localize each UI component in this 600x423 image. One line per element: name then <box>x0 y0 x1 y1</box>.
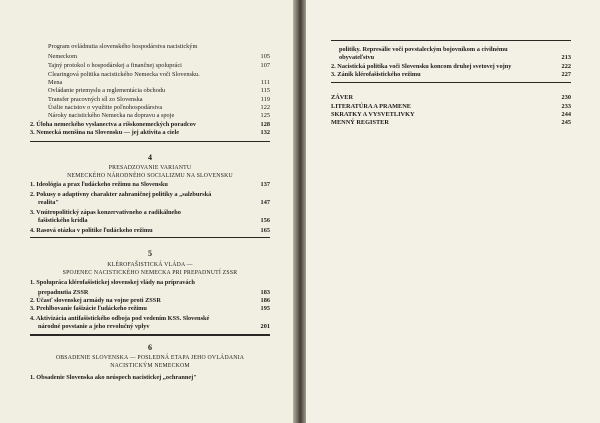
toc-entry-title: 3. Prehlbovanie fašizácie ľudáckeho režimu <box>30 305 147 312</box>
toc-entry-page: 105 <box>260 53 270 60</box>
chapter-number: 4 <box>148 153 152 162</box>
toc-entry-title: Nemeckom <box>48 53 78 60</box>
toc-entry-title: 3. Vnútropolitický zápas konzervativneho a radikálneho <box>30 209 181 216</box>
toc-entry-page: 132 <box>260 129 270 136</box>
toc-entry-title: obyvateľstvu <box>339 54 375 61</box>
chapter-heading: PRESADZOVANIE VARIANTU <box>108 165 192 171</box>
toc-entry-page: 222 <box>561 63 571 70</box>
toc-entry-title: 2. Nacistická politika voči Slovensku koncom druhej svetovej vojny <box>331 63 512 70</box>
section-divider <box>30 334 270 336</box>
toc-entry-page: 195 <box>260 305 270 312</box>
chapter-number: 6 <box>148 343 152 352</box>
chapter-number: 5 <box>148 249 152 258</box>
toc-entry-title: 4. Rasová otázka v politike ľudáckeho režimu <box>30 227 153 234</box>
toc-entry-page: 137 <box>260 181 270 188</box>
toc-entry-title: prepadnutia ZSSR <box>38 289 89 296</box>
toc-entry-page: 119 <box>260 96 270 103</box>
toc-entry-title: Úsilie nacistov o využitie poľnohospodárstva <box>48 104 163 111</box>
toc-entry-title: národné povstanie a jeho revolučný vplyv <box>38 323 150 330</box>
toc-entry-title: 1. Obsadenie Slovenska ako neúspech nacistickej „ochrannej" <box>30 374 197 381</box>
toc-entry-title: realita" <box>38 199 59 206</box>
section-divider <box>30 141 270 142</box>
toc-entry-title: Clearingová politika nacistického Nemecka voči Slovensku. <box>48 71 200 78</box>
toc-entry-title: MENNÝ REGISTER <box>331 119 389 126</box>
toc-entry-page: 230 <box>561 94 571 101</box>
section-divider <box>30 237 270 238</box>
toc-entry-title: 1. Spolupráca klérofašistickej slovenskej vlády na prípravách <box>30 279 195 286</box>
toc-entry-title: SKRATKY A VYSVETLIVKY <box>331 111 415 118</box>
toc-entry-title: 2. Účasť slovenskej armády na vojne proti ZSSR <box>30 297 161 304</box>
toc-entry-page: 107 <box>260 62 270 69</box>
toc-entry-page: 147 <box>260 199 270 206</box>
toc-entry-page: 125 <box>260 112 270 119</box>
toc-entry-title: Mena <box>48 79 63 86</box>
toc-entry-page: 227 <box>561 71 571 78</box>
toc-entry-title: 3. Zánik klérofašistického režimu <box>331 71 421 78</box>
book-gutter <box>293 0 306 423</box>
toc-entry-page: 213 <box>561 54 571 61</box>
toc-entry-title: LITERATÚRA A PRAMENE <box>331 103 412 110</box>
toc-entry-page: 244 <box>561 111 571 118</box>
toc-entry-title: fašistického krídla <box>38 217 88 224</box>
toc-entry-page: 111 <box>261 79 270 86</box>
chapter-heading: NEMECKÉHO NÁRODNÉHO SOCIALIZMU NA SLOVENSKU <box>67 173 233 179</box>
chapter-heading: OBSADENIE SLOVENSKA — POSLEDNÁ ETAPA JEHO OVLÁDANIA <box>55 355 245 361</box>
toc-entry-title: 3. Nemecká menšina na Slovensku — jej aktivita a ciele <box>30 129 180 136</box>
toc-entry-title: Program ovládnutia slovenského hospodárstva nacistickým <box>48 43 198 50</box>
toc-entry-page: 245 <box>561 119 571 126</box>
toc-entry-page: 115 <box>260 87 270 94</box>
toc-entry-title: politiky. Represálie voči povstaleckým bojovníkom a civilnému <box>339 46 508 53</box>
toc-entry-page: 165 <box>260 227 270 234</box>
toc-entry-title: 2. Pokusy o adaptívny charakter zahraničnej politiky a „salzburská <box>30 191 212 198</box>
toc-entry-title: 2. Úloha nemeckého vyslanectva a ríšskonemeckých poradcov <box>30 121 196 128</box>
toc-entry-title: 1. Ideológia a prax ľudáckeho režimu na Slovensku <box>30 181 168 188</box>
chapter-heading: SPOJENEC NACISTICKÉHO NEMECKA PRI PREPADNUTÍ ZSSR <box>62 270 238 276</box>
section-divider <box>331 40 571 41</box>
toc-entry-title: Nároky nacistického Nemecka na dopravu a spoje <box>48 112 175 119</box>
toc-entry-page: 183 <box>260 289 270 296</box>
toc-entry-page: 201 <box>260 323 270 330</box>
toc-entry-page: 122 <box>260 104 270 111</box>
toc-entry-title: ZÁVER <box>331 94 354 101</box>
toc-entry-page: 233 <box>561 103 571 110</box>
toc-entry-page: 128 <box>260 121 270 128</box>
toc-entry-title: Tajný protokol o hospodárskej a finančnej spolupráci <box>48 62 182 69</box>
chapter-heading: NACISTICKÝM NEMECKOM <box>110 363 190 369</box>
toc-entry-page: 156 <box>260 217 270 224</box>
chapter-heading: KLÉROFAŠISTICKÁ VLÁDA — <box>107 262 193 268</box>
toc-entry-title: Transfer pracovných síl zo Slovenska <box>48 96 143 103</box>
section-divider <box>331 82 571 83</box>
toc-entry-title: 4. Aktivizácia antifašistického odboja pod vedením KSS. Slovenské <box>30 315 210 322</box>
toc-entry-page: 186 <box>260 297 270 304</box>
toc-entry-title: Ovládanie priemyslu a reglementácia obchodu <box>48 87 166 94</box>
